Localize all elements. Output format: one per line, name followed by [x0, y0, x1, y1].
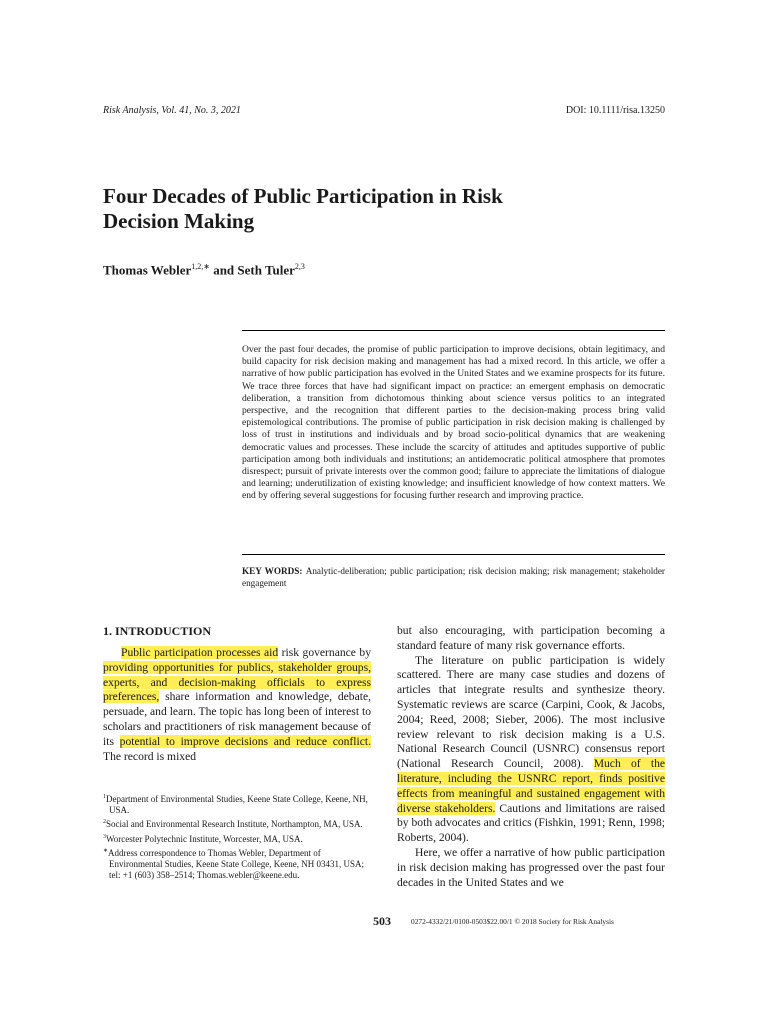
footnote-text: Address correspondence to Thomas Webler, Department of Environmental Studies, Keene State College, Keene, NH 03431, USA; tel: +1 (603) 358–2514; Thomas.webler@keene.edu.	[108, 847, 364, 881]
footnote-text: Worcester Polytechnic Institute, Worcester, MA, USA.	[106, 833, 303, 844]
highlighted-text: Public participation processes aid	[121, 646, 279, 659]
intro-paragraph: Here, we offer a narrative of how public participation in risk decision making has progressed over the past four decades in the United States and we	[397, 845, 665, 889]
journal-citation: Risk Analysis, Vol. 41, No. 3, 2021	[103, 105, 241, 116]
footnote-text: Department of Environmental Studies, Keene State College, Keene, NH, USA.	[106, 794, 368, 816]
paragraph-text: share information and knowledge, debate, persuade, and learn. The topic has long been of interest to scholars and practitioners of risk management because of its	[103, 690, 371, 748]
paragraph-text: The literature on public participation is widely scattered. There are many case studies and dozens of articles that integrate results and synthesize theory. Systematic reviews are scarce (Carpini, Cook, & Jacobs, 2004; Reed, 2008; Sieber, 2006). The most inclusive review relevant to risk decision making is a U.S. National Research Council (USNRC) consensus report (National Research Council, 2008).	[397, 653, 665, 771]
intro-paragraph	[103, 646, 371, 764]
author-line	[103, 262, 305, 278]
highlighted-text: providing opportunities for publics, stakeholder groups, experts, and decision-making officials to express preferences,	[103, 660, 371, 704]
footnote-mark: ∗	[103, 847, 109, 854]
page-number: 503	[373, 914, 391, 928]
highlighted-text: potential to improve decisions and reduce conflict.	[119, 734, 372, 748]
footnote	[103, 792, 371, 816]
abstract-top-rule	[242, 330, 665, 331]
footnotes	[103, 792, 371, 882]
author-name: Thomas Webler	[103, 262, 192, 278]
left-column	[103, 624, 371, 764]
author-affiliation-marks: 1,2,∗	[191, 262, 210, 271]
author-conjunction: and	[209, 262, 238, 278]
keywords	[242, 565, 665, 589]
right-column	[397, 624, 665, 890]
keywords-text: Analytic-deliberation; public participation; risk decision making; risk management; stakeholder engagement	[242, 566, 665, 588]
footnote	[103, 817, 371, 830]
paragraph-text: The record is mixed	[103, 749, 197, 763]
footnote-mark: 3	[103, 833, 106, 840]
paragraph-text: Cautions and limitations are raised by both advocates and critics (Fishkin, 1991; Renn, 1998; Roberts, 2004).	[397, 801, 665, 845]
paper-title: Four Decades of Public Participation in Risk Decision Making	[103, 184, 503, 233]
paragraph-text: risk governance by	[278, 646, 371, 659]
section-heading: 1. INTRODUCTION	[103, 624, 212, 638]
footnote	[103, 832, 371, 845]
footnote-text: Social and Environmental Research Institute, Northampton, MA, USA.	[106, 819, 363, 830]
footnote-mark: 1	[103, 794, 106, 800]
abstract-bottom-rule	[242, 554, 665, 555]
highlighted-text: Much of the literature, including the USNRC report, finds positive effects from meaningful and sustained engagement with diverse stakeholders.	[397, 757, 666, 815]
author-affiliation-marks: 2,3	[294, 262, 305, 271]
abstract-text: Over the past four decades, the promise of public participation to improve decisions, obtain legitimacy, and build capacity for risk decision making and management has had a mixed record. In this article, we offer a narrative of how public participation has evolved in the United States and we examine prospects for its future. We trace three forces that have had significant impact on practice: an emergent emphasis on democratic deliberation, a transition from dichotomous thinking about science versus politics to an integrated perspective, and the recognition that different parties to the decision-making process bring valid epistemological contributions. The promise of public participation in risk decision making is challenged by loss of trust in institutions and individuals and by broad socio-political dynamics that are weakening democratic values and processes. These include the scarcity of attitudes and aptitudes supportive of public participation among both individuals and institutions; an antidemocratic political atmosphere that promotes disrespect; pursuit of private interests over the common good; failure to appreciate the limitations of dialogue and learning; underutilization of existing knowledge; and insufficient knowledge of how context matters. We end by offering several suggestions for focusing further research and improving practice.	[242, 344, 665, 502]
doi-text: DOI: 10.1111/risa.13250	[565, 105, 665, 116]
author-name: Seth Tuler	[237, 262, 295, 278]
footnote-mark: 2	[103, 819, 106, 826]
copyright-line: 0272-4332/21/0100-0503$22.00/1 © 2018 Society for Risk Analysis	[411, 917, 614, 926]
intro-paragraph	[397, 654, 665, 846]
footnote	[103, 846, 371, 882]
keywords-label: KEY WORDS:	[242, 566, 306, 576]
intro-paragraph-continued: but also encouraging, with participation becoming a standard feature of many risk governance efforts.	[397, 624, 665, 652]
